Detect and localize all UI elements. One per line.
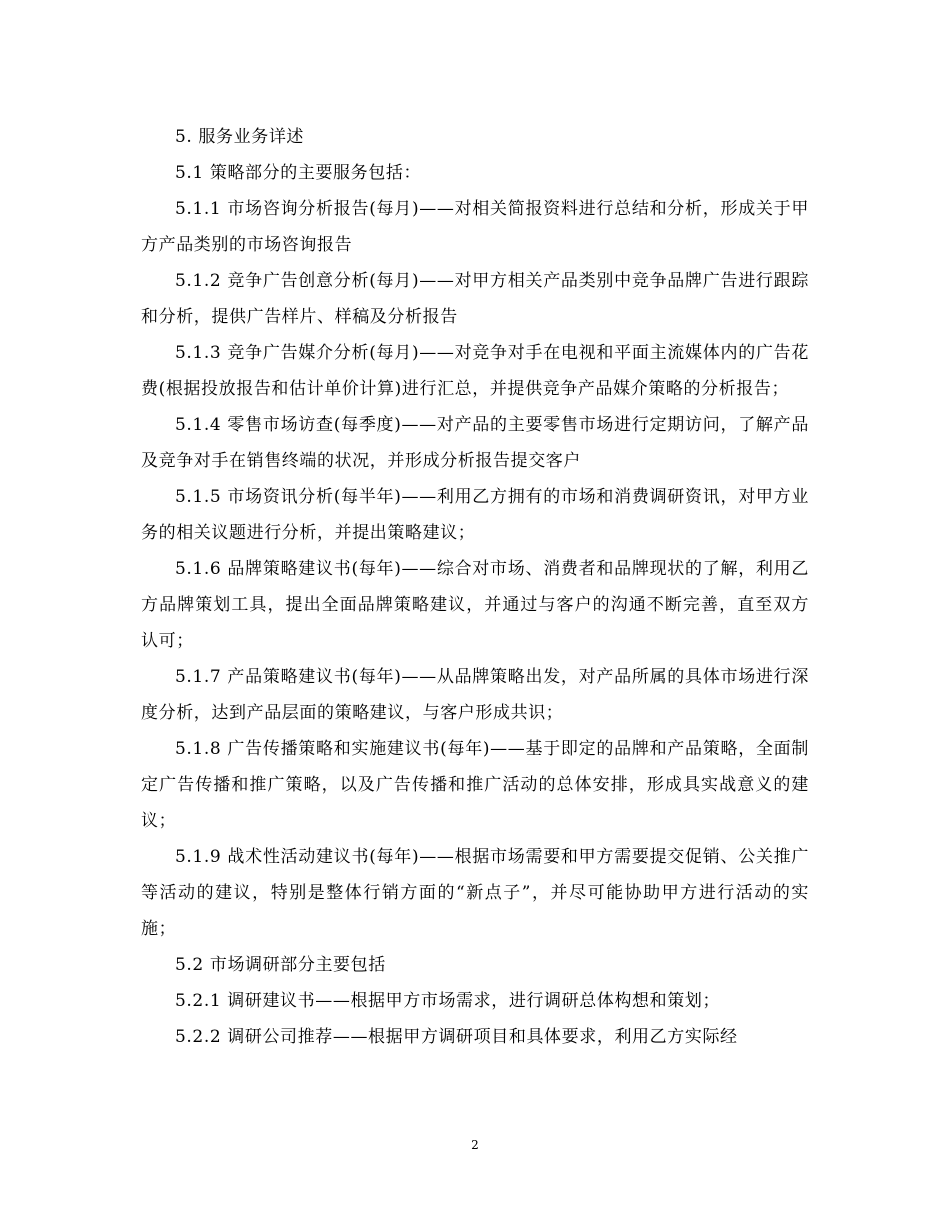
paragraph-5-1-5: 5.1.5 市场资讯分析(每半年)——利用乙方拥有的市场和消费调研资讯，对甲方业务的相关议题进行分析，并提出策略建议； <box>141 487 809 543</box>
paragraph-5-1-2: 5.1.2 竞争广告创意分析(每月)——对甲方相关产品类别中竞争品牌广告进行跟踪和分析，提供广告样片、样稿及分析报告 <box>141 271 809 327</box>
heading-market-research: 5.2 市场调研部分主要包括 <box>175 955 386 975</box>
paragraph-5-1-9: 5.1.9 战术性活动建议书(每年)——根据市场需要和甲方需要提交促销、公关推广等活动的建议，特别是整体行销方面的“新点子”，并尽可能协助甲方进行活动的实施； <box>141 847 809 939</box>
heading-strategy-services: 5.1 策略部分的主要服务包括： <box>175 163 422 183</box>
paragraph-5-1-1: 5.1.1 市场咨询分析报告(每月)——对相关简报资料进行总结和分析，形成关于甲方产品类别的市场咨询报告 <box>141 199 809 255</box>
paragraph-5-1-4: 5.1.4 零售市场访查(每季度)——对产品的主要零售市场进行定期访问，了解产品及竞争对手在销售终端的状况，并形成分析报告提交客户 <box>141 415 809 471</box>
page-number: 2 <box>471 1138 479 1152</box>
paragraph-5-1-7: 5.1.7 产品策略建议书(每年)——从品牌策略出发，对产品所属的具体市场进行深度分析，达到产品层面的策略建议，与客户形成共识； <box>141 667 809 723</box>
heading-service-details: 5. 服务业务详述 <box>175 127 305 147</box>
paragraph-5-2-2: 5.2.2 调研公司推荐——根据甲方调研项目和具体要求，利用乙方实际经 <box>175 1027 738 1047</box>
paragraph-5-2-1: 5.2.1 调研建议书——根据甲方市场需求，进行调研总体构想和策划； <box>175 991 721 1011</box>
paragraph-5-1-8: 5.1.8 广告传播策略和实施建议书(每年)——基于即定的品牌和产品策略，全面制定广告传播和推广策略，以及广告传播和推广活动的总体安排，形成具实战意义的建议； <box>141 739 809 831</box>
paragraph-5-1-3: 5.1.3 竞争广告媒介分析(每月)——对竞争对手在电视和平面主流媒体内的广告花费(根据投放报告和估计单价计算)进行汇总，并提供竞争产品媒介策略的分析报告； <box>141 343 809 399</box>
paragraph-5-1-6: 5.1.6 品牌策略建议书(每年)——综合对市场、消费者和品牌现状的了解，利用乙方品牌策划工具，提出全面品牌策略建议，并通过与客户的沟通不断完善，直至双方认可； <box>141 559 809 651</box>
document-body <box>141 119 809 1055</box>
